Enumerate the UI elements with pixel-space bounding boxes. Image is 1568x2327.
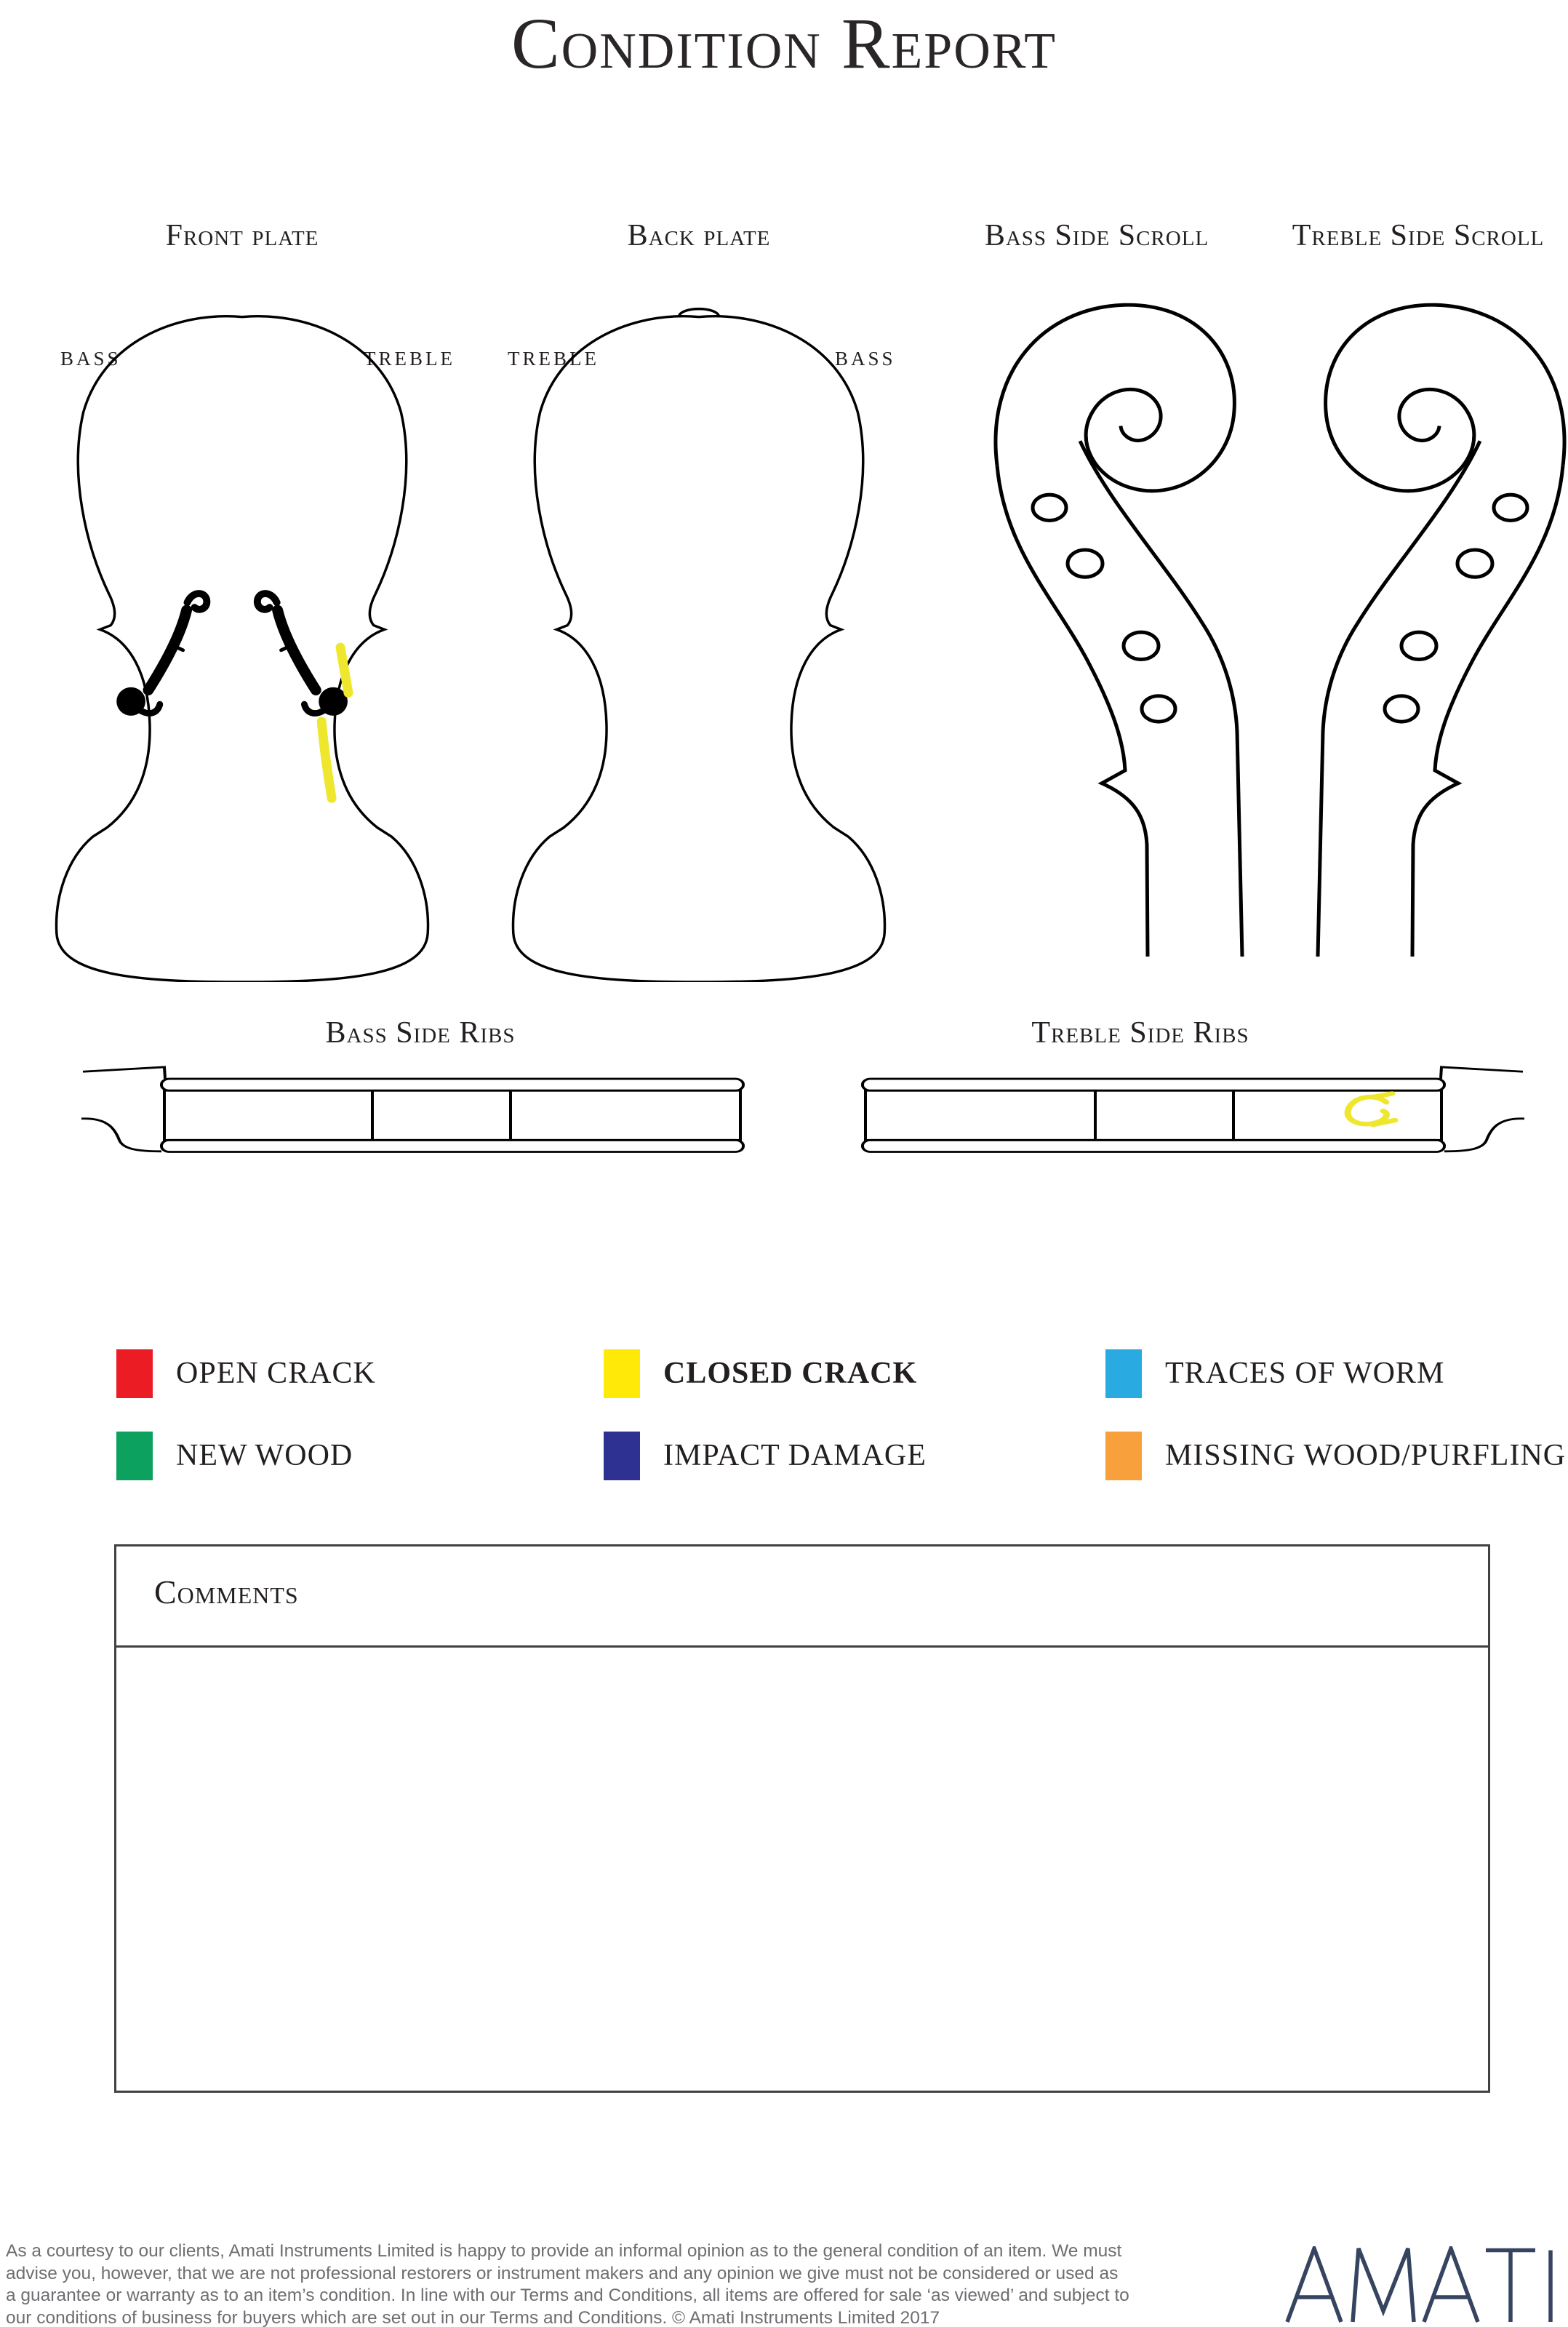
new-wood-swatch bbox=[116, 1432, 153, 1480]
back-plate-bass-label: BASS bbox=[835, 348, 896, 370]
front-plate-diagram bbox=[40, 306, 444, 982]
impact-damage-swatch bbox=[604, 1432, 640, 1480]
comments-box bbox=[114, 1544, 1490, 2093]
page-title: Condition Report bbox=[511, 3, 1057, 84]
front-plate-treble-label: TREBLE bbox=[364, 348, 455, 370]
traces-of-worm-label: TRACES OF WORM bbox=[1165, 1357, 1445, 1390]
treble-ribs-closed-crack-mark bbox=[1348, 1093, 1395, 1125]
heading-treble-ribs: Treble Side Ribs bbox=[1031, 1016, 1249, 1050]
open-crack-swatch bbox=[116, 1349, 153, 1398]
impact-damage-label: IMPACT DAMAGE bbox=[663, 1439, 927, 1472]
heading-treble-scroll: Treble Side Scroll bbox=[1292, 219, 1545, 252]
back-plate-diagram bbox=[497, 306, 901, 982]
back-plate-treble-label: TREBLE bbox=[508, 348, 599, 370]
heading-bass-scroll: Bass Side Scroll bbox=[984, 219, 1209, 252]
open-crack-label: OPEN CRACK bbox=[176, 1357, 376, 1390]
treble-f-hole bbox=[257, 594, 348, 716]
footer-disclaimer bbox=[6, 2240, 1140, 2327]
closed-crack-swatch bbox=[604, 1349, 640, 1398]
treble-scroll-diagram bbox=[1269, 271, 1568, 958]
missing-wood-swatch bbox=[1105, 1432, 1142, 1480]
footer-line: our conditions of business for buyers which are set out in our Terms and Conditions. © Amati Instruments Limited 2017 bbox=[6, 2307, 940, 2327]
front-plate-bass-label: BASS bbox=[60, 348, 121, 370]
bass-scroll-diagram bbox=[971, 271, 1291, 958]
comments-header bbox=[116, 1546, 1488, 1648]
comments-title: Comments bbox=[154, 1573, 299, 1610]
footer-line: a guarantee or warranty as to an item’s condition. In line with our Terms and Conditions, all items are offered for sale ‘as viewed’ and subject to bbox=[6, 2286, 1129, 2306]
heading-bass-ribs: Bass Side Ribs bbox=[325, 1016, 516, 1050]
comments-area bbox=[116, 1648, 1488, 2091]
footer-line: As a courtesy to our clients, Amati Instruments Limited is happy to provide an informal opinion as to the general condition of an item. We must bbox=[6, 2241, 1122, 2261]
heading-front-plate: Front plate bbox=[165, 219, 319, 252]
footer-line: advise you, however, that we are not professional restorers or instrument makers and any opinion we give must not be considered or used as bbox=[6, 2263, 1119, 2283]
treble-ribs-diagram bbox=[835, 1063, 1533, 1154]
closed-crack-label: CLOSED CRACK bbox=[663, 1357, 918, 1390]
missing-wood-label: MISSING WOOD/PURFLING bbox=[1165, 1439, 1567, 1472]
bass-ribs-diagram bbox=[73, 1063, 771, 1154]
traces-of-worm-swatch bbox=[1105, 1349, 1142, 1398]
amati-logo bbox=[1284, 2246, 1568, 2323]
new-wood-label: NEW WOOD bbox=[176, 1439, 353, 1472]
heading-back-plate: Back plate bbox=[627, 219, 771, 252]
